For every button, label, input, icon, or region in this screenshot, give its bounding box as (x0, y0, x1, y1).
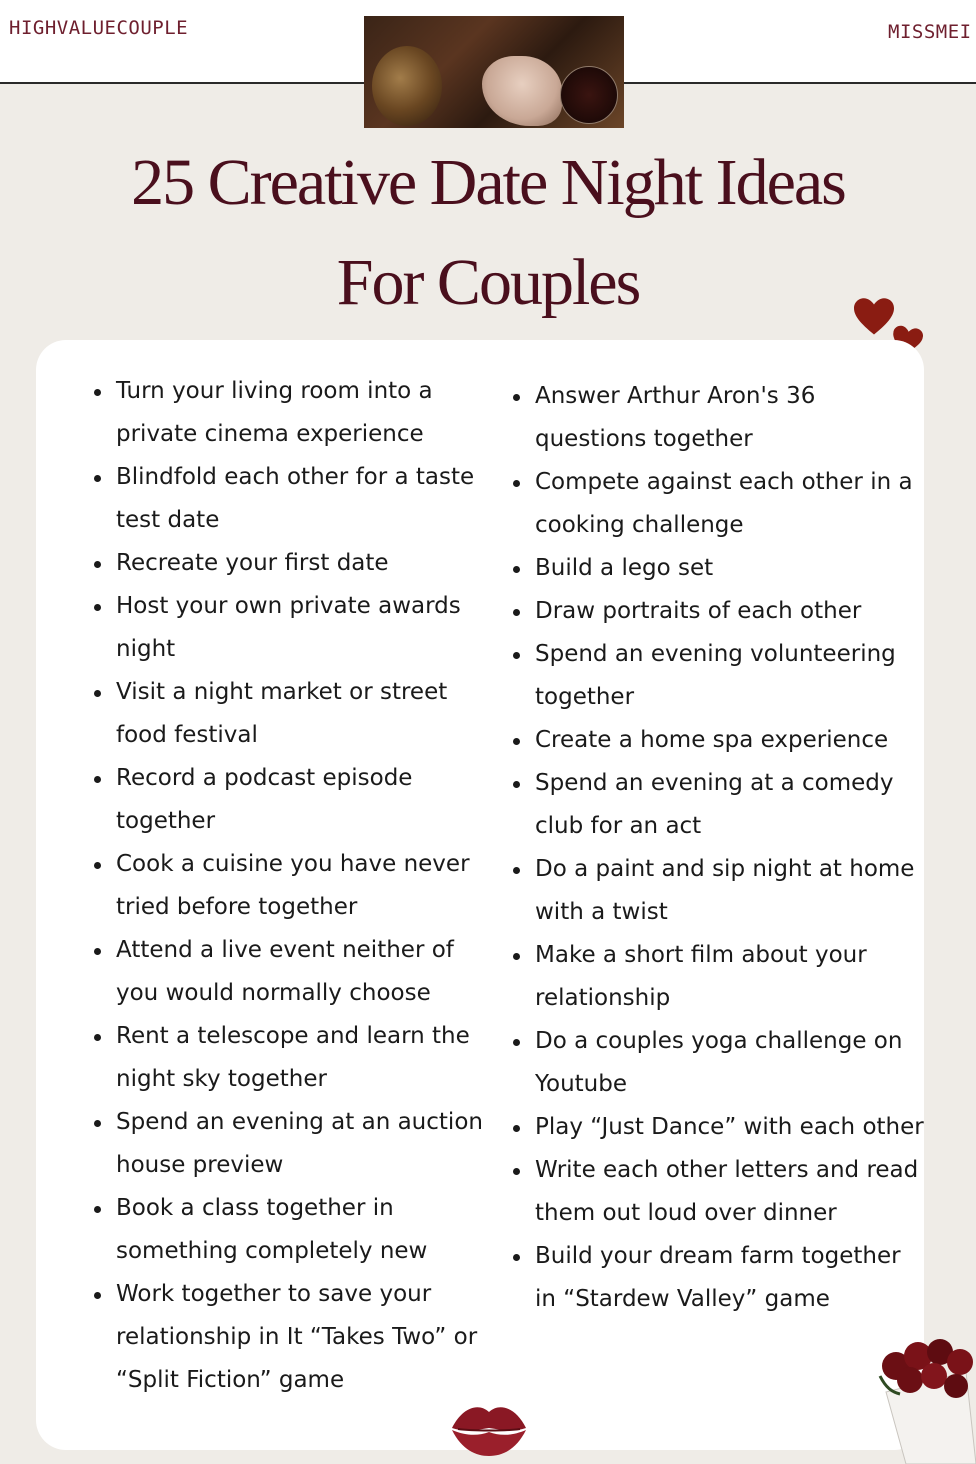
list-item: Do a couples yoga challenge on Youtube (535, 1020, 925, 1106)
list-item: Spend an evening volunteering together (535, 633, 925, 719)
list-item: Answer Arthur Aron's 36 questions together (535, 375, 925, 461)
list-item: Build a lego set (535, 547, 925, 590)
hands-shape (482, 56, 562, 126)
ideas-list-right (535, 375, 925, 1321)
brand-handle-left: HIGHVALUECOUPLE (9, 17, 189, 39)
page-title-line-2: For Couples (336, 246, 640, 319)
wine-glass-shape (560, 66, 618, 124)
header-divider-left (0, 82, 366, 84)
list-item: Turn your living room into a private cinema experience (116, 370, 486, 456)
wine-glass-shape (372, 46, 442, 126)
list-item: Rent a telescope and learn the night sky together (116, 1015, 486, 1101)
list-item: Book a class together in something completely new (116, 1187, 486, 1273)
header-divider-right (622, 82, 976, 84)
list-item: Spend an evening at an auction house preview (116, 1101, 486, 1187)
brand-handle-right: MISSMEI (888, 21, 972, 43)
list-item: Work together to save your relationship in It “Takes Two” or “Split Fiction” game (116, 1273, 486, 1402)
ideas-list-left (116, 370, 486, 1402)
list-item: Play “Just Dance” with each other (535, 1106, 925, 1149)
list-item: Spend an evening at a comedy club for an act (535, 762, 925, 848)
heart-icon (854, 298, 894, 336)
list-item: Attend a live event neither of you would normally choose (116, 929, 486, 1015)
roses-bouquet-icon (866, 1332, 976, 1464)
list-item: Cook a cuisine you have never tried before together (116, 843, 486, 929)
list-item: Create a home spa experience (535, 719, 925, 762)
couple-dinner-photo (364, 16, 624, 128)
page-title-line-1: 25 Creative Date Night Ideas (131, 146, 845, 219)
list-item: Make a short film about your relationship (535, 934, 925, 1020)
lips-kiss-icon (448, 1398, 530, 1460)
list-item: Build your dream farm together in “Stardew Valley” game (535, 1235, 925, 1321)
list-item: Compete against each other in a cooking challenge (535, 461, 925, 547)
list-item: Host your own private awards night (116, 585, 486, 671)
list-item: Blindfold each other for a taste test date (116, 456, 486, 542)
list-item: Write each other letters and read them out loud over dinner (535, 1149, 925, 1235)
list-item: Draw portraits of each other (535, 590, 925, 633)
list-item: Do a paint and sip night at home with a twist (535, 848, 925, 934)
list-item: Visit a night market or street food festival (116, 671, 486, 757)
list-item: Record a podcast episode together (116, 757, 486, 843)
list-item: Recreate your first date (116, 542, 486, 585)
